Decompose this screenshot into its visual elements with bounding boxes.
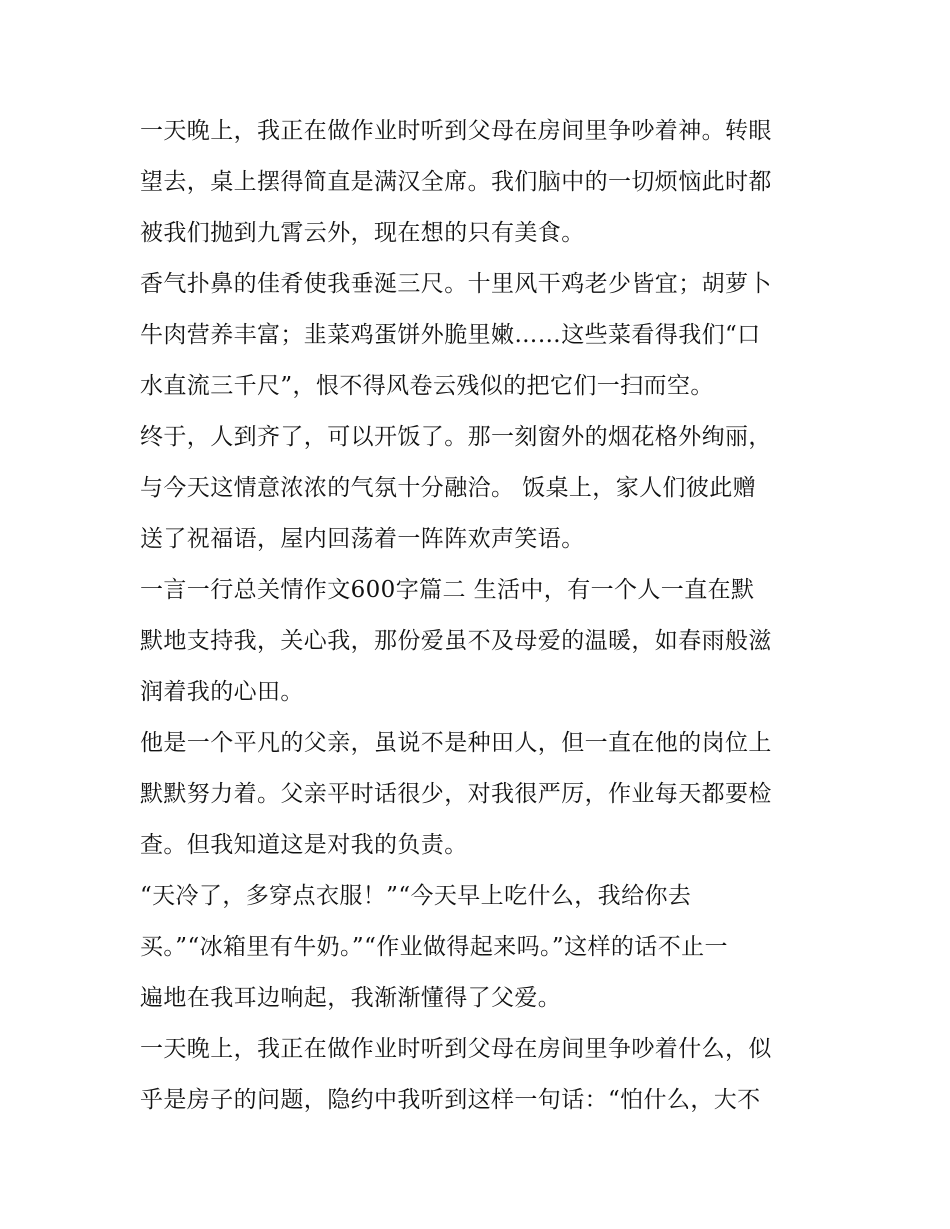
text-line: 送了祝福语，屋内回荡着一阵阵欢声笑语。 xyxy=(140,526,585,552)
text-line: 被我们抛到九霄云外，现在想的只有美食。 xyxy=(140,220,585,246)
text-line: 一言一行总关情作文600字篇二 生活中，有一个人一直在默 xyxy=(140,577,755,603)
text-line: “天冷了，多穿点衣服！”“今天早上吃什么，我给你去 xyxy=(140,883,692,909)
text-line: 水直流三千尺”，恨不得风卷云残似的把它们一扫而空。 xyxy=(140,373,714,399)
text-line: 终于，人到齐了，可以开饭了。那一刻窗外的烟花格外绚丽， xyxy=(140,424,772,450)
text-line: 遍地在我耳边响起，我渐渐懂得了父爱。 xyxy=(140,985,562,1011)
text-line: 一天晚上，我正在做作业时听到父母在房间里争吵着什么，似 xyxy=(140,1036,772,1062)
text-line: 查。但我知道这是对我的负责。 xyxy=(140,832,468,858)
text-line: 润着我的心田。 xyxy=(140,679,304,705)
document-body xyxy=(140,106,820,1126)
text-line: 默默努力着。父亲平时话很少，对我很严厉，作业每天都要检 xyxy=(140,781,772,807)
text-line: 与今天这情意浓浓的气氛十分融洽。 饭桌上，家人们彼此赠 xyxy=(140,475,757,501)
text-line: 望去，桌上摆得简直是满汉全席。我们脑中的一切烦恼此时都 xyxy=(140,169,772,195)
text-line: 乎是房子的问题，隐约中我听到这样一句话：“怕什么，大不 xyxy=(140,1087,761,1113)
text-line: 香气扑鼻的佳肴使我垂涎三尺。十里风干鸡老少皆宜；胡萝卜 xyxy=(140,271,772,297)
text-line: 买。”“冰箱里有牛奶。”“作业做得起来吗。”这样的话不止一 xyxy=(140,934,728,960)
text-line: 牛肉营养丰富；韭菜鸡蛋饼外脆里嫩……这些菜看得我们“口 xyxy=(140,322,761,348)
text-line: 一天晚上，我正在做作业时听到父母在房间里争吵着神。转眼 xyxy=(140,118,772,144)
text-line: 默地支持我，关心我，那份爱虽不及母爱的温暖，如春雨般滋 xyxy=(140,628,772,654)
text-line: 他是一个平凡的父亲，虽说不是种田人，但一直在他的岗位上 xyxy=(140,730,772,756)
